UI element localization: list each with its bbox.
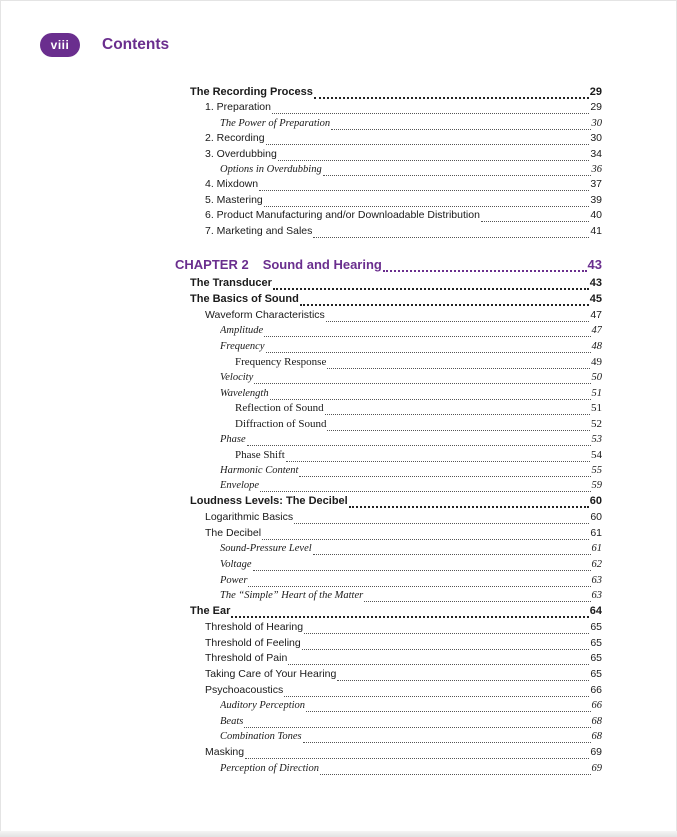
toc-entry-title: The Transducer	[190, 277, 272, 289]
toc-entry-title: Loudness Levels: The Decibel	[190, 495, 348, 507]
toc-entry[interactable]	[220, 323, 602, 338]
toc-page-number: 37	[590, 178, 602, 190]
toc-entry-title: Power	[220, 575, 248, 586]
toc-entry-title: The Decibel	[205, 527, 262, 539]
toc-entry[interactable]	[205, 636, 602, 651]
dot-leader	[326, 312, 590, 322]
dot-leader	[481, 212, 589, 222]
toc-page-number: 43	[589, 277, 602, 289]
dot-leader	[264, 327, 590, 337]
toc-entry-title: Threshold of Feeling	[205, 637, 301, 649]
toc-entry[interactable]	[220, 714, 602, 729]
toc-entry-title: Envelope	[220, 480, 260, 491]
toc-entry-title: Logarithmic Basics	[205, 511, 294, 523]
toc-entry-title: Phase Shift	[235, 449, 285, 461]
dot-leader	[288, 655, 589, 665]
toc-entry[interactable]	[205, 667, 602, 682]
dot-leader	[299, 467, 590, 477]
toc-page-number: 40	[590, 209, 602, 221]
toc-page-number: 66	[590, 684, 602, 696]
dot-leader	[254, 374, 590, 384]
toc-entry[interactable]	[190, 276, 602, 291]
toc-page-number: 30	[591, 118, 602, 129]
toc-page-number: 68	[591, 731, 602, 742]
dot-leader	[303, 733, 591, 743]
toc-entry[interactable]	[205, 620, 602, 635]
toc-entry[interactable]	[190, 604, 602, 619]
toc-entry-title: Taking Care of Your Hearing	[205, 668, 337, 680]
dot-leader	[383, 260, 587, 272]
toc-entry[interactable]	[220, 432, 602, 447]
toc-entry[interactable]	[220, 386, 602, 401]
toc-entry[interactable]	[235, 355, 602, 370]
toc-entry[interactable]	[205, 745, 602, 760]
dot-leader	[314, 88, 589, 99]
toc-entry[interactable]	[205, 526, 602, 541]
chapter-number: CHAPTER 2	[175, 257, 249, 272]
toc-entry-title: Masking	[205, 746, 245, 758]
toc-page-number: 66	[591, 700, 602, 711]
toc-entry[interactable]	[190, 85, 602, 100]
toc-entry[interactable]	[235, 417, 602, 432]
toc-page-number: 63	[591, 575, 602, 586]
toc-page-number: 41	[590, 225, 602, 237]
toc-page-number: 68	[591, 716, 602, 727]
toc-entry[interactable]	[220, 729, 602, 744]
toc-entry[interactable]	[190, 494, 602, 509]
toc-page-number: 45	[589, 293, 602, 305]
toc-page-number: 29	[590, 101, 602, 113]
toc-page-number: 69	[591, 763, 602, 774]
toc-page-number: 61	[591, 543, 602, 554]
page-header	[40, 33, 169, 57]
dot-leader	[302, 640, 590, 650]
dot-leader	[244, 718, 590, 728]
toc-entry-title: Auditory Perception	[220, 700, 306, 711]
dot-leader	[248, 577, 590, 587]
toc-entry[interactable]	[220, 761, 602, 776]
chapter-title: Sound and Hearing	[262, 257, 382, 272]
toc-entry-title: Velocity	[220, 372, 254, 383]
dot-leader	[272, 104, 589, 114]
toc-page-number: 48	[591, 341, 602, 352]
toc-entry[interactable]	[220, 162, 602, 177]
toc-entry[interactable]	[205, 651, 602, 666]
page-title: Contents	[102, 36, 170, 53]
toc-entry-title: Combination Tones	[220, 731, 302, 742]
toc-entry[interactable]	[205, 208, 602, 223]
toc-entry[interactable]	[220, 541, 602, 556]
toc-page-number: 51	[591, 388, 602, 399]
toc-page-number: 59	[591, 480, 602, 491]
toc-entry-title: 4. Mixdown	[205, 178, 259, 190]
dot-leader	[320, 765, 591, 775]
dot-leader	[331, 120, 590, 130]
toc-entry-title: Frequency Response	[235, 356, 327, 368]
toc-entry[interactable]	[220, 339, 602, 354]
toc-entry[interactable]	[190, 292, 602, 307]
dot-leader	[284, 687, 589, 697]
toc-entry-title: 5. Mastering	[205, 194, 263, 206]
dot-leader	[266, 135, 590, 145]
toc-entry-title	[175, 256, 382, 274]
toc-page-number: 34	[590, 148, 602, 160]
toc-page-number: 69	[590, 746, 602, 758]
toc-entry[interactable]	[235, 401, 602, 416]
toc-page-number: 62	[591, 559, 602, 570]
dot-leader	[266, 343, 591, 353]
toc-page-number: 29	[589, 86, 602, 98]
toc-entry[interactable]	[220, 370, 602, 385]
dot-leader	[327, 421, 590, 431]
toc-entry[interactable]	[205, 147, 602, 162]
dot-leader	[231, 607, 588, 618]
dot-leader	[300, 295, 589, 306]
dot-leader	[286, 452, 590, 462]
toc-page-number: 30	[590, 132, 602, 144]
toc-page-number: 63	[591, 590, 602, 601]
toc-entry[interactable]	[220, 116, 602, 131]
dot-leader	[364, 592, 590, 602]
toc-entry-title: Threshold of Pain	[205, 652, 288, 664]
toc-page-number: 65	[590, 652, 602, 664]
toc-page-number: 50	[591, 372, 602, 383]
toc-page-number: 53	[591, 434, 602, 445]
dot-leader	[349, 497, 589, 508]
dot-leader	[294, 514, 589, 524]
toc-page-number: 47	[590, 309, 602, 321]
toc-entry-title: 3. Overdubbing	[205, 148, 277, 160]
toc-entry[interactable]	[205, 177, 602, 192]
toc-page-number: 47	[591, 325, 602, 336]
toc-entry[interactable]	[205, 193, 602, 208]
dot-leader	[273, 279, 589, 290]
toc-entry[interactable]	[205, 131, 602, 146]
toc-entry-title: The Basics of Sound	[190, 293, 299, 305]
toc-page-number: 65	[590, 668, 602, 680]
dot-leader	[327, 359, 590, 369]
toc-chapter-heading[interactable]	[175, 256, 602, 274]
toc-page-number: 36	[591, 164, 602, 175]
toc-entry-title: 6. Product Manufacturing and/or Downloadable Distribution	[205, 209, 480, 221]
toc-entry[interactable]	[220, 463, 602, 478]
toc-entry-title: Waveform Characteristics	[205, 309, 325, 321]
toc-page-number: 61	[590, 527, 602, 539]
toc-entry-title: The Recording Process	[190, 86, 313, 98]
dot-leader	[313, 228, 589, 238]
dot-leader	[247, 436, 591, 446]
page-number-badge: viii	[40, 33, 80, 57]
toc-entry[interactable]	[220, 588, 602, 603]
toc-entry-title: Amplitude	[220, 325, 264, 336]
dot-leader	[260, 482, 590, 492]
toc-entry-title: Psychoacoustics	[205, 684, 284, 696]
toc-page-number: 49	[591, 356, 602, 368]
toc-entry[interactable]	[235, 448, 602, 463]
toc-entry-title: 2. Recording	[205, 132, 265, 144]
dot-leader	[278, 151, 590, 161]
toc-entry-title: Voltage	[220, 559, 252, 570]
toc-entry[interactable]	[205, 224, 602, 239]
toc-entry-title: Sound-Pressure Level	[220, 543, 312, 554]
toc-entry-title: The “Simple” Heart of the Matter	[220, 590, 364, 601]
toc-page-number: 64	[589, 605, 602, 617]
toc-entry-title: Diffraction of Sound	[235, 418, 327, 430]
toc-entry[interactable]	[205, 510, 602, 525]
toc-page-number: 65	[590, 621, 602, 633]
toc-entry-title: The Power of Preparation	[220, 118, 331, 129]
toc-entry-title: Beats	[220, 716, 244, 727]
toc-page-number: 60	[590, 511, 602, 523]
toc-page-number: 52	[591, 418, 602, 430]
toc-entry[interactable]	[205, 100, 602, 115]
toc-entry-title: Phase	[220, 434, 246, 445]
dot-leader	[306, 702, 590, 712]
toc-entry[interactable]	[220, 573, 602, 588]
toc-entry[interactable]	[205, 308, 602, 323]
toc-entry[interactable]	[220, 698, 602, 713]
toc-page-number: 60	[589, 495, 602, 507]
toc-entry-title: The Ear	[190, 605, 231, 617]
dot-leader	[304, 624, 589, 634]
toc-entry-title: 7. Marketing and Sales	[205, 225, 313, 237]
dot-leader	[245, 749, 589, 759]
toc-entry-title: Reflection of Sound	[235, 402, 324, 414]
toc-entry[interactable]	[220, 557, 602, 572]
toc-page-number: 51	[591, 402, 602, 414]
dot-leader	[259, 181, 589, 191]
dot-leader	[262, 530, 589, 540]
toc-entry[interactable]	[205, 683, 602, 698]
toc-page-number: 55	[591, 465, 602, 476]
dot-leader	[313, 545, 591, 555]
page-bottom-edge	[0, 831, 677, 837]
toc-entry-title: Wavelength	[220, 388, 269, 399]
toc-page-number: 43	[587, 257, 602, 272]
toc-entry-title: Perception of Direction	[220, 763, 319, 774]
toc-page-number: 39	[590, 194, 602, 206]
toc-entry-title: Options in Overdubbing	[220, 164, 322, 175]
dot-leader	[264, 197, 590, 207]
toc-entry[interactable]	[220, 478, 602, 493]
toc-page-number: 54	[591, 449, 602, 461]
toc-entry-title: 1. Preparation	[205, 101, 271, 113]
dot-leader	[253, 561, 591, 571]
toc-entry-title: Harmonic Content	[220, 465, 299, 476]
toc-entry-title: Frequency	[220, 341, 265, 352]
dot-leader	[323, 166, 591, 176]
toc-entry-title: Threshold of Hearing	[205, 621, 304, 633]
dot-leader	[325, 405, 590, 415]
toc-page-number: 65	[590, 637, 602, 649]
dot-leader	[337, 671, 589, 681]
dot-leader	[270, 390, 591, 400]
